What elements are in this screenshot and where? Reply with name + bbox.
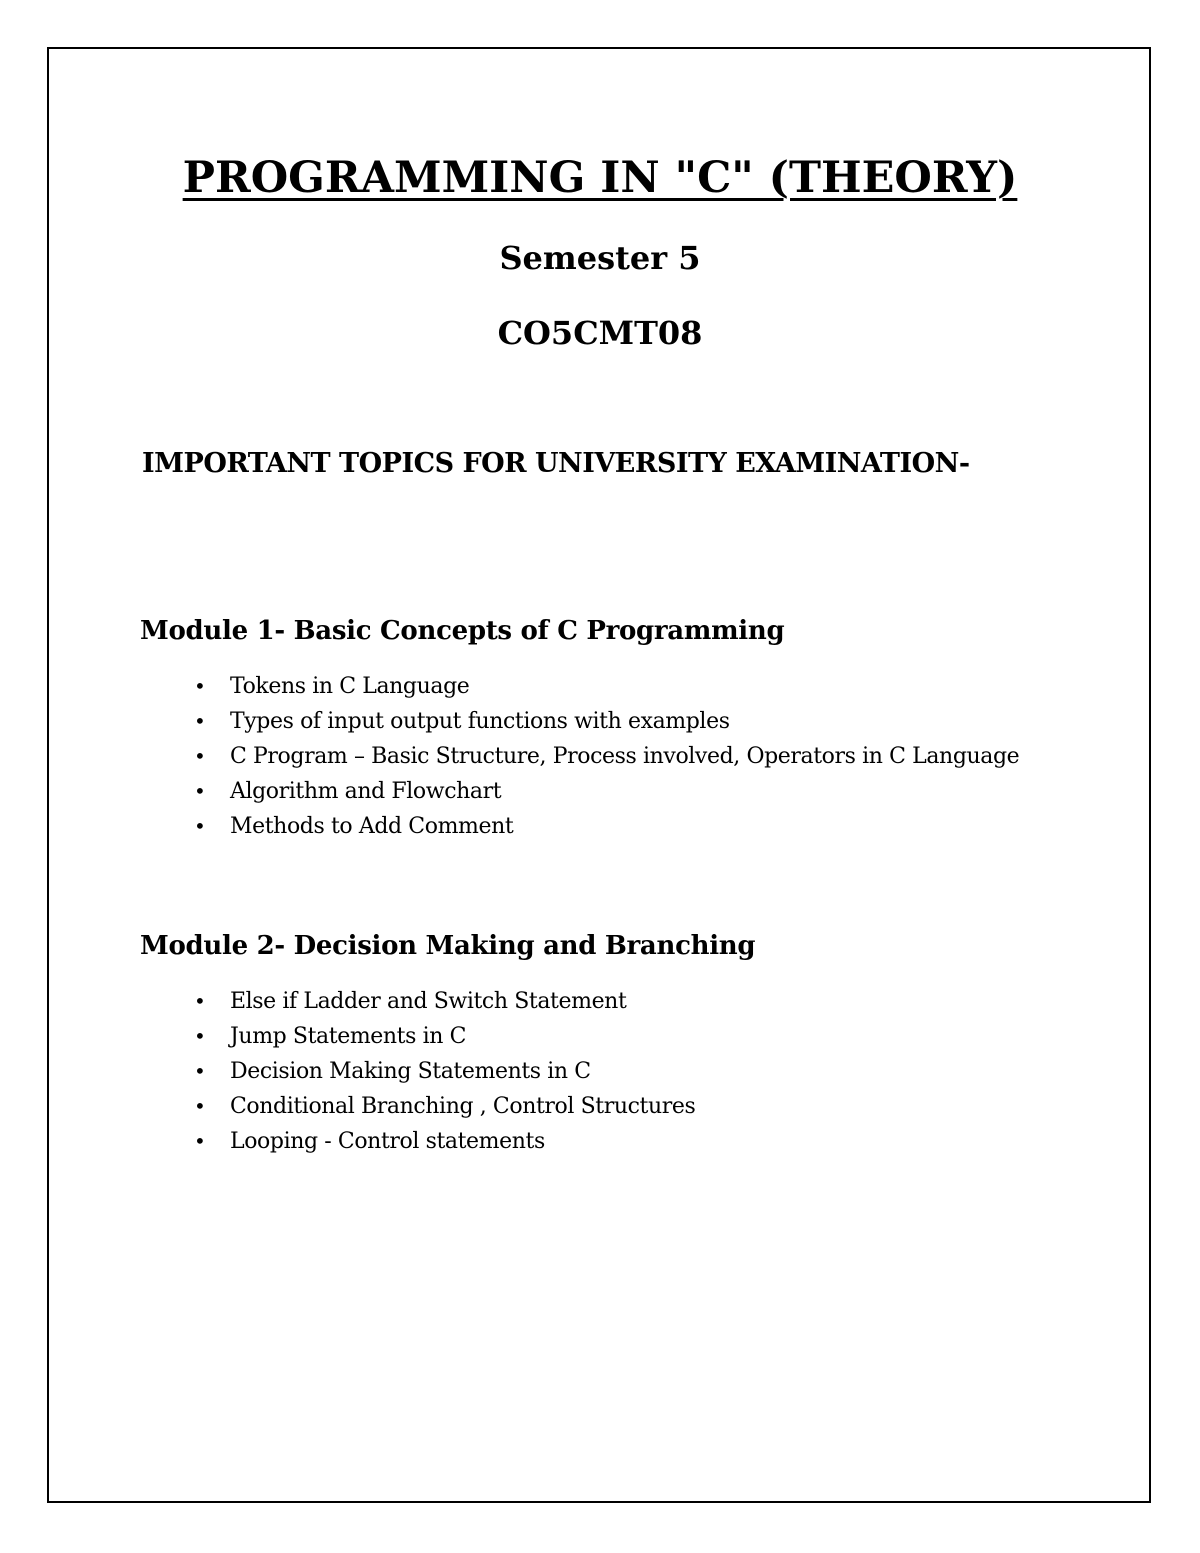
bullet-icon: • (194, 1094, 206, 1118)
bullet-icon: • (194, 674, 206, 698)
section-heading: IMPORTANT TOPICS FOR UNIVERSITY EXAMINATION- (142, 448, 970, 479)
document-title: PROGRAMMING IN "C" (THEORY) (182, 153, 1018, 203)
bullet-icon: • (194, 814, 206, 838)
bullet-icon: • (194, 744, 206, 768)
course-code: CO5CMT08 (497, 314, 703, 352)
topic-text: Decision Making Statements in C (230, 1059, 591, 1084)
topic-text: Conditional Branching , Control Structures (230, 1094, 696, 1119)
topic-text: Types of input output functions with examples (230, 709, 730, 734)
topic-text: Methods to Add Comment (230, 814, 514, 839)
topic-text: Tokens in C Language (230, 674, 470, 699)
semester-label: Semester 5 (499, 239, 701, 277)
topic-text: Jump Statements in C (230, 1024, 467, 1049)
bullet-icon: • (194, 989, 206, 1013)
module-2-heading: Module 2- Decision Making and Branching (140, 931, 756, 961)
topic-text: Algorithm and Flowchart (230, 779, 502, 804)
topic-text: Else if Ladder and Switch Statement (230, 989, 627, 1014)
topic-text: Looping - Control statements (230, 1129, 545, 1154)
bullet-icon: • (194, 1024, 206, 1048)
topic-text: C Program – Basic Structure, Process involved, Operators in C Language (230, 744, 1020, 769)
bullet-icon: • (194, 1129, 206, 1153)
bullet-icon: • (194, 709, 206, 733)
bullet-icon: • (194, 779, 206, 803)
bullet-icon: • (194, 1059, 206, 1083)
module-1-heading: Module 1- Basic Concepts of C Programming (140, 616, 785, 646)
